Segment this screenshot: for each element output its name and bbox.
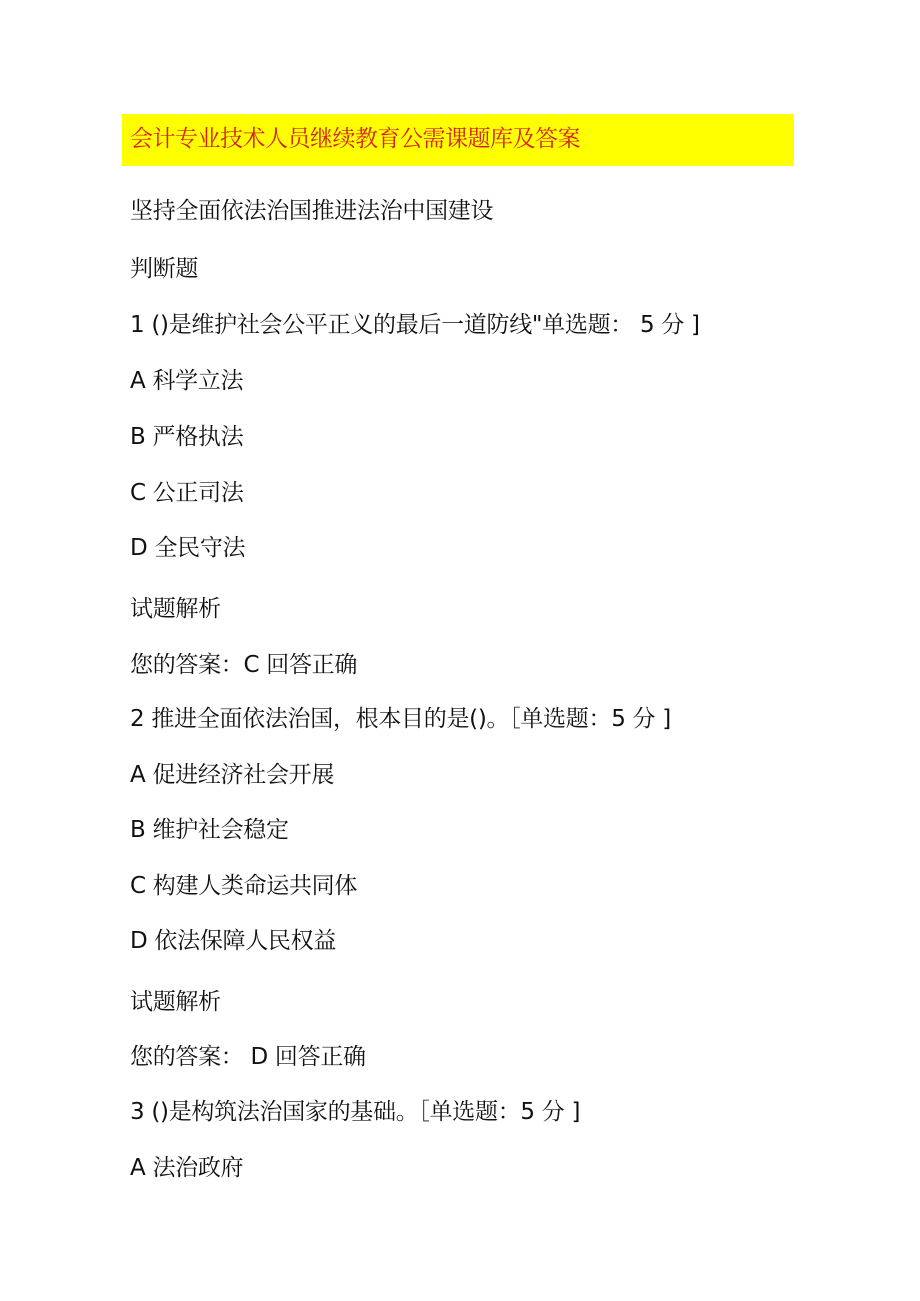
section-heading: 判断题 [130, 256, 199, 282]
question-2-answer: 您的答案： D 回答正确 [130, 1044, 366, 1070]
question-2-option-a: A 促进经济社会开展 [130, 762, 335, 788]
question-1-option-c: C 公正司法 [130, 480, 244, 506]
question-1-option-d: D 全民守法 [130, 535, 246, 561]
question-1-stem: 1 ()是维护社会公平正义的最后一道防线"单选题： 5 分 ] [130, 312, 700, 338]
course-title: 坚持全面依法治国推进法治中国建设 [130, 198, 494, 224]
question-2-stem: 2 推进全面依法治国，根本目的是()。［单选题：5 分 ] [130, 706, 671, 732]
question-2-option-b: B 维护社会稳定 [130, 817, 289, 843]
document-title: 会计专业技术人员继续教育公需课题库及答案 [130, 126, 580, 152]
question-2-option-c: C 构建人类命运共同体 [130, 873, 358, 899]
question-1-option-a: A 科学立法 [130, 368, 244, 394]
question-1-option-b: B 严格执法 [130, 424, 244, 450]
question-3-stem: 3 ()是构筑法治国家的基础。［单选题：5 分 ] [130, 1099, 581, 1125]
question-3-option-a: A 法治政府 [130, 1155, 244, 1181]
title-highlight-band [122, 114, 794, 166]
question-1-analysis-label: 试题解析 [130, 596, 221, 622]
question-2-option-d: D 依法保障人民权益 [130, 928, 337, 954]
question-2-analysis-label: 试题解析 [130, 989, 221, 1015]
question-1-answer: 您的答案：C 回答正确 [130, 652, 358, 678]
